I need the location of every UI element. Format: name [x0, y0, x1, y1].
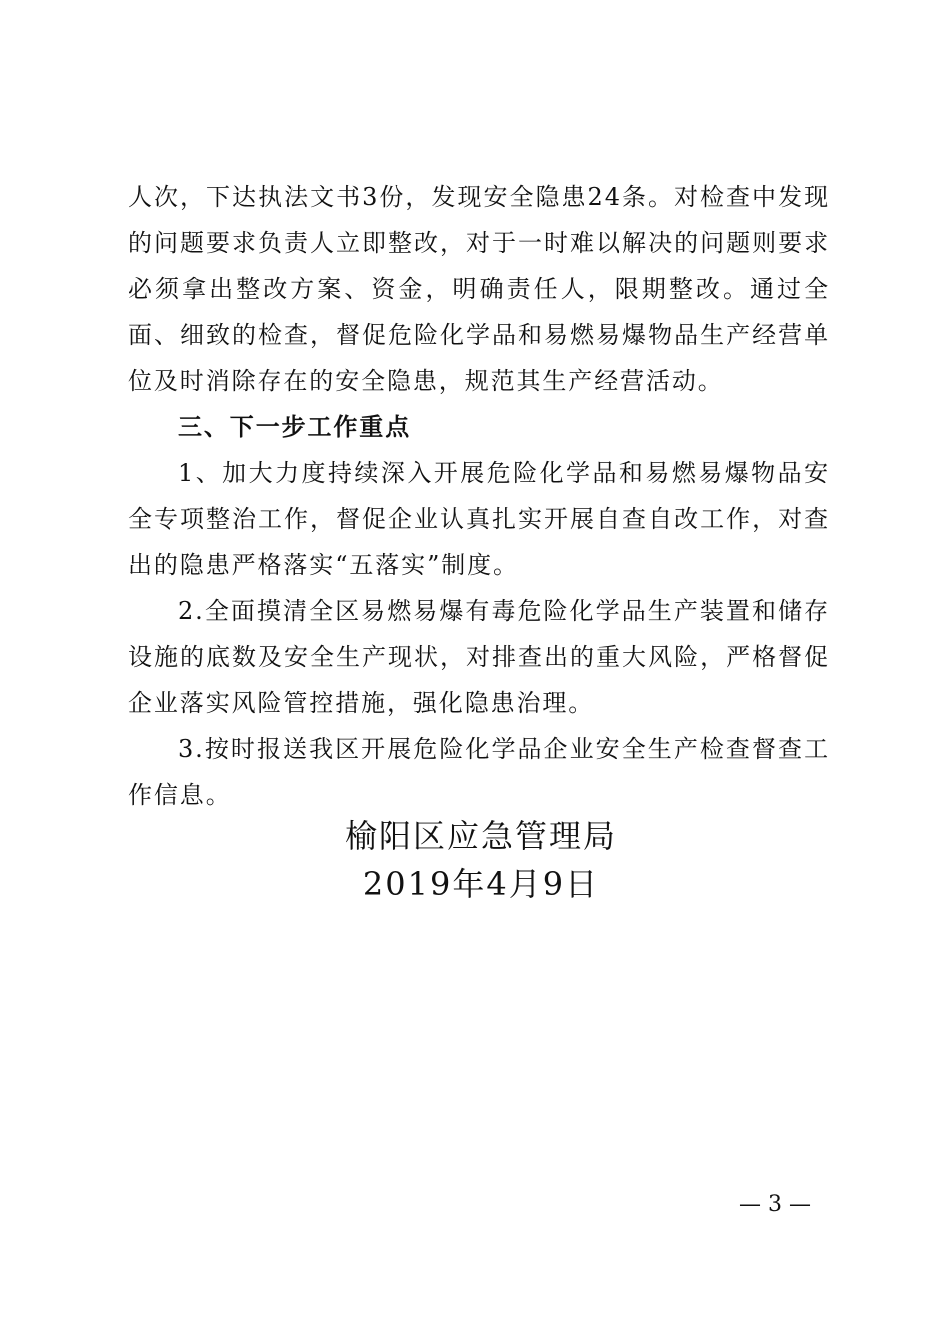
document-body	[128, 174, 830, 818]
list-item: 1、加大力度持续深入开展危险化学品和易燃易爆物品安全专项整治工作，督促企业认真扎实开展自查自改工作，对查出的隐患严格落实“五落实”制度。	[128, 459, 830, 579]
page-number: — 3 —	[739, 1192, 811, 1217]
list-item: 2.全面摸清全区易燃易爆有毒危险化学品生产装置和储存设施的底数及安全生产现状，对排查出的重大风险，严格督促企业落实风险管控措施，强化隐患治理。	[128, 597, 830, 717]
paragraph-continued: 人次，下达执法文书3份，发现安全隐患24条。对检查中发现的问题要求负责人立即整改，对于一时难以解决的问题则要求必须拿出整改方案、资金，明确责任人，限期整改。通过全面、细致的检查，督促危险化学品和易燃易爆物品生产经营单位及时消除存在的安全隐患，规范其生产经营活动。	[128, 183, 830, 395]
section-heading: 三、下一步工作重点	[178, 412, 412, 441]
list-item: 3.按时报送我区开展危险化学品企业安全生产检查督查工作信息。	[128, 735, 830, 809]
signature-organization: 榆阳区应急管理局	[344, 817, 617, 855]
signature-date: 2019年4月9日	[362, 865, 600, 903]
